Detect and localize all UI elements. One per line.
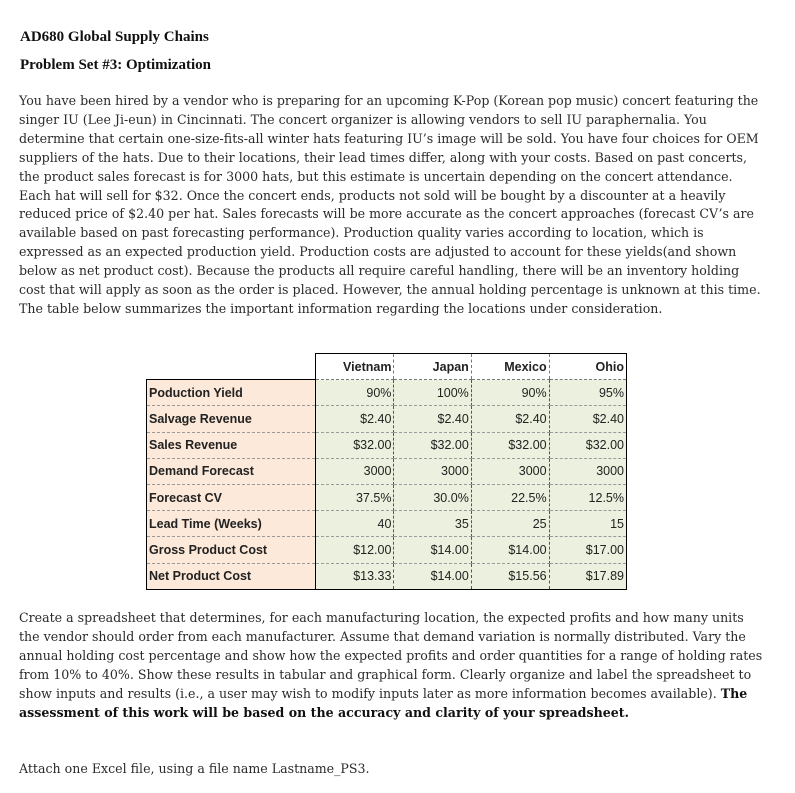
row-label: Poduction Yield — [147, 380, 316, 406]
cell-value: $17.00 — [549, 537, 626, 563]
cell-value: $2.40 — [471, 406, 549, 432]
row-label: Forecast CV — [147, 484, 316, 510]
table-row — [147, 484, 627, 510]
cell-value: 40 — [316, 511, 394, 537]
row-label: Gross Product Cost — [147, 537, 316, 563]
cell-value: $15.56 — [471, 563, 549, 589]
cell-value: 3000 — [549, 458, 626, 484]
cell-value: 22.5% — [471, 484, 549, 510]
cell-value: 15 — [549, 511, 626, 537]
attach-instruction: Attach one Excel file, using a file name Lastname_PS3. — [19, 761, 370, 776]
cell-value: $12.00 — [316, 537, 394, 563]
intro-paragraph: You have been hired by a vendor who is preparing for an upcoming K-Pop (Korean pop music) concert featuring the singer IU (Lee Ji-eun) in Cincinnati. The concert organizer is allowing vendors to sell IU paraphernalia. You determine that certain one-size-fits-all winter hats featuring IU’s image will be sold. You have four choices for OEM suppliers of the hats. Due to their locations, their lead times differ, along with your costs. Based on past concerts, the product sales forecast is for 3000 hats, but this estimate is uncertain depending on the concert attendance. Each hat will sell for $32. Once the concert ends, products not sold will be bought by a discounter at a heavily reduced price of $2.40 per hat. Sales forecasts will be more accurate as the concert approaches (forecast CV’s are available based on past forecasting performance). Production quality varies according to location, which is expressed as an expected production yield. Production costs are adjusted to account for these yields(and shown below as net product cost). Because the products all require careful handling, there will be an inventory holding cost that will apply as soon as the order is placed. However, the annual holding percentage is unknown at this time. The table below summarizes the important information regarding the locations under consideration. — [19, 93, 761, 316]
cell-value: 12.5% — [549, 484, 626, 510]
cell-value: $32.00 — [394, 432, 471, 458]
cell-value: 90% — [316, 380, 394, 406]
table-row — [147, 563, 627, 589]
table-row — [147, 537, 627, 563]
locations-table — [146, 353, 627, 590]
row-label: Lead Time (Weeks) — [147, 511, 316, 537]
cell-value: 3000 — [316, 458, 394, 484]
col-header-ohio: Ohio — [549, 354, 626, 380]
table-row — [147, 432, 627, 458]
cell-value: 3000 — [394, 458, 471, 484]
course-title: AD680 Global Supply Chains — [20, 29, 209, 45]
cell-value: 30.0% — [394, 484, 471, 510]
cell-value: 90% — [471, 380, 549, 406]
row-label: Sales Revenue — [147, 432, 316, 458]
assessment-note: The assessment of this work will be based on the accuracy and clarity of your spreadsheet. — [19, 685, 748, 720]
row-label: Demand Forecast — [147, 458, 316, 484]
cell-value: $2.40 — [316, 406, 394, 432]
cell-value: 100% — [394, 380, 471, 406]
cell-value: 37.5% — [316, 484, 394, 510]
cell-value: $2.40 — [549, 406, 626, 432]
cell-value: $13.33 — [316, 563, 394, 589]
col-header-mexico: Mexico — [471, 354, 549, 380]
cell-value: $2.40 — [394, 406, 471, 432]
table-row — [147, 406, 627, 432]
instructions-text: Create a spreadsheet that determines, for each manufacturing location, the expected profits and how many units the vendor should order from each manufacturer. Assume that demand variation is normally distributed. Vary the annual holding cost percentage and show how the expected profits and order quantities for a range of holding rates from 10% to 40%. Show these results in tabular and graphical form. Clearly organize and label the spreadsheet to show inputs and results (i.e., a user may wish to modify inputs later as more information becomes available). — [19, 610, 763, 701]
col-header-vietnam: Vietnam — [316, 354, 394, 380]
cell-value: 95% — [549, 380, 626, 406]
row-label: Net Product Cost — [147, 563, 316, 589]
table-row — [147, 458, 627, 484]
table-row — [147, 380, 627, 406]
instructions-paragraph — [19, 609, 764, 722]
cell-value: 25 — [471, 511, 549, 537]
cell-value: $14.00 — [394, 537, 471, 563]
cell-value: 3000 — [471, 458, 549, 484]
cell-value: $32.00 — [471, 432, 549, 458]
row-label: Salvage Revenue — [147, 406, 316, 432]
table-row — [147, 511, 627, 537]
cell-value: $32.00 — [549, 432, 626, 458]
problem-set-title: Problem Set #3: Optimization — [20, 57, 211, 73]
cell-value: $14.00 — [394, 563, 471, 589]
cell-value: $14.00 — [471, 537, 549, 563]
cell-value: $32.00 — [316, 432, 394, 458]
cell-value: 35 — [394, 511, 471, 537]
table-corner — [147, 354, 316, 380]
cell-value: $17.89 — [549, 563, 626, 589]
table-header-row — [147, 354, 627, 380]
col-header-japan: Japan — [394, 354, 471, 380]
